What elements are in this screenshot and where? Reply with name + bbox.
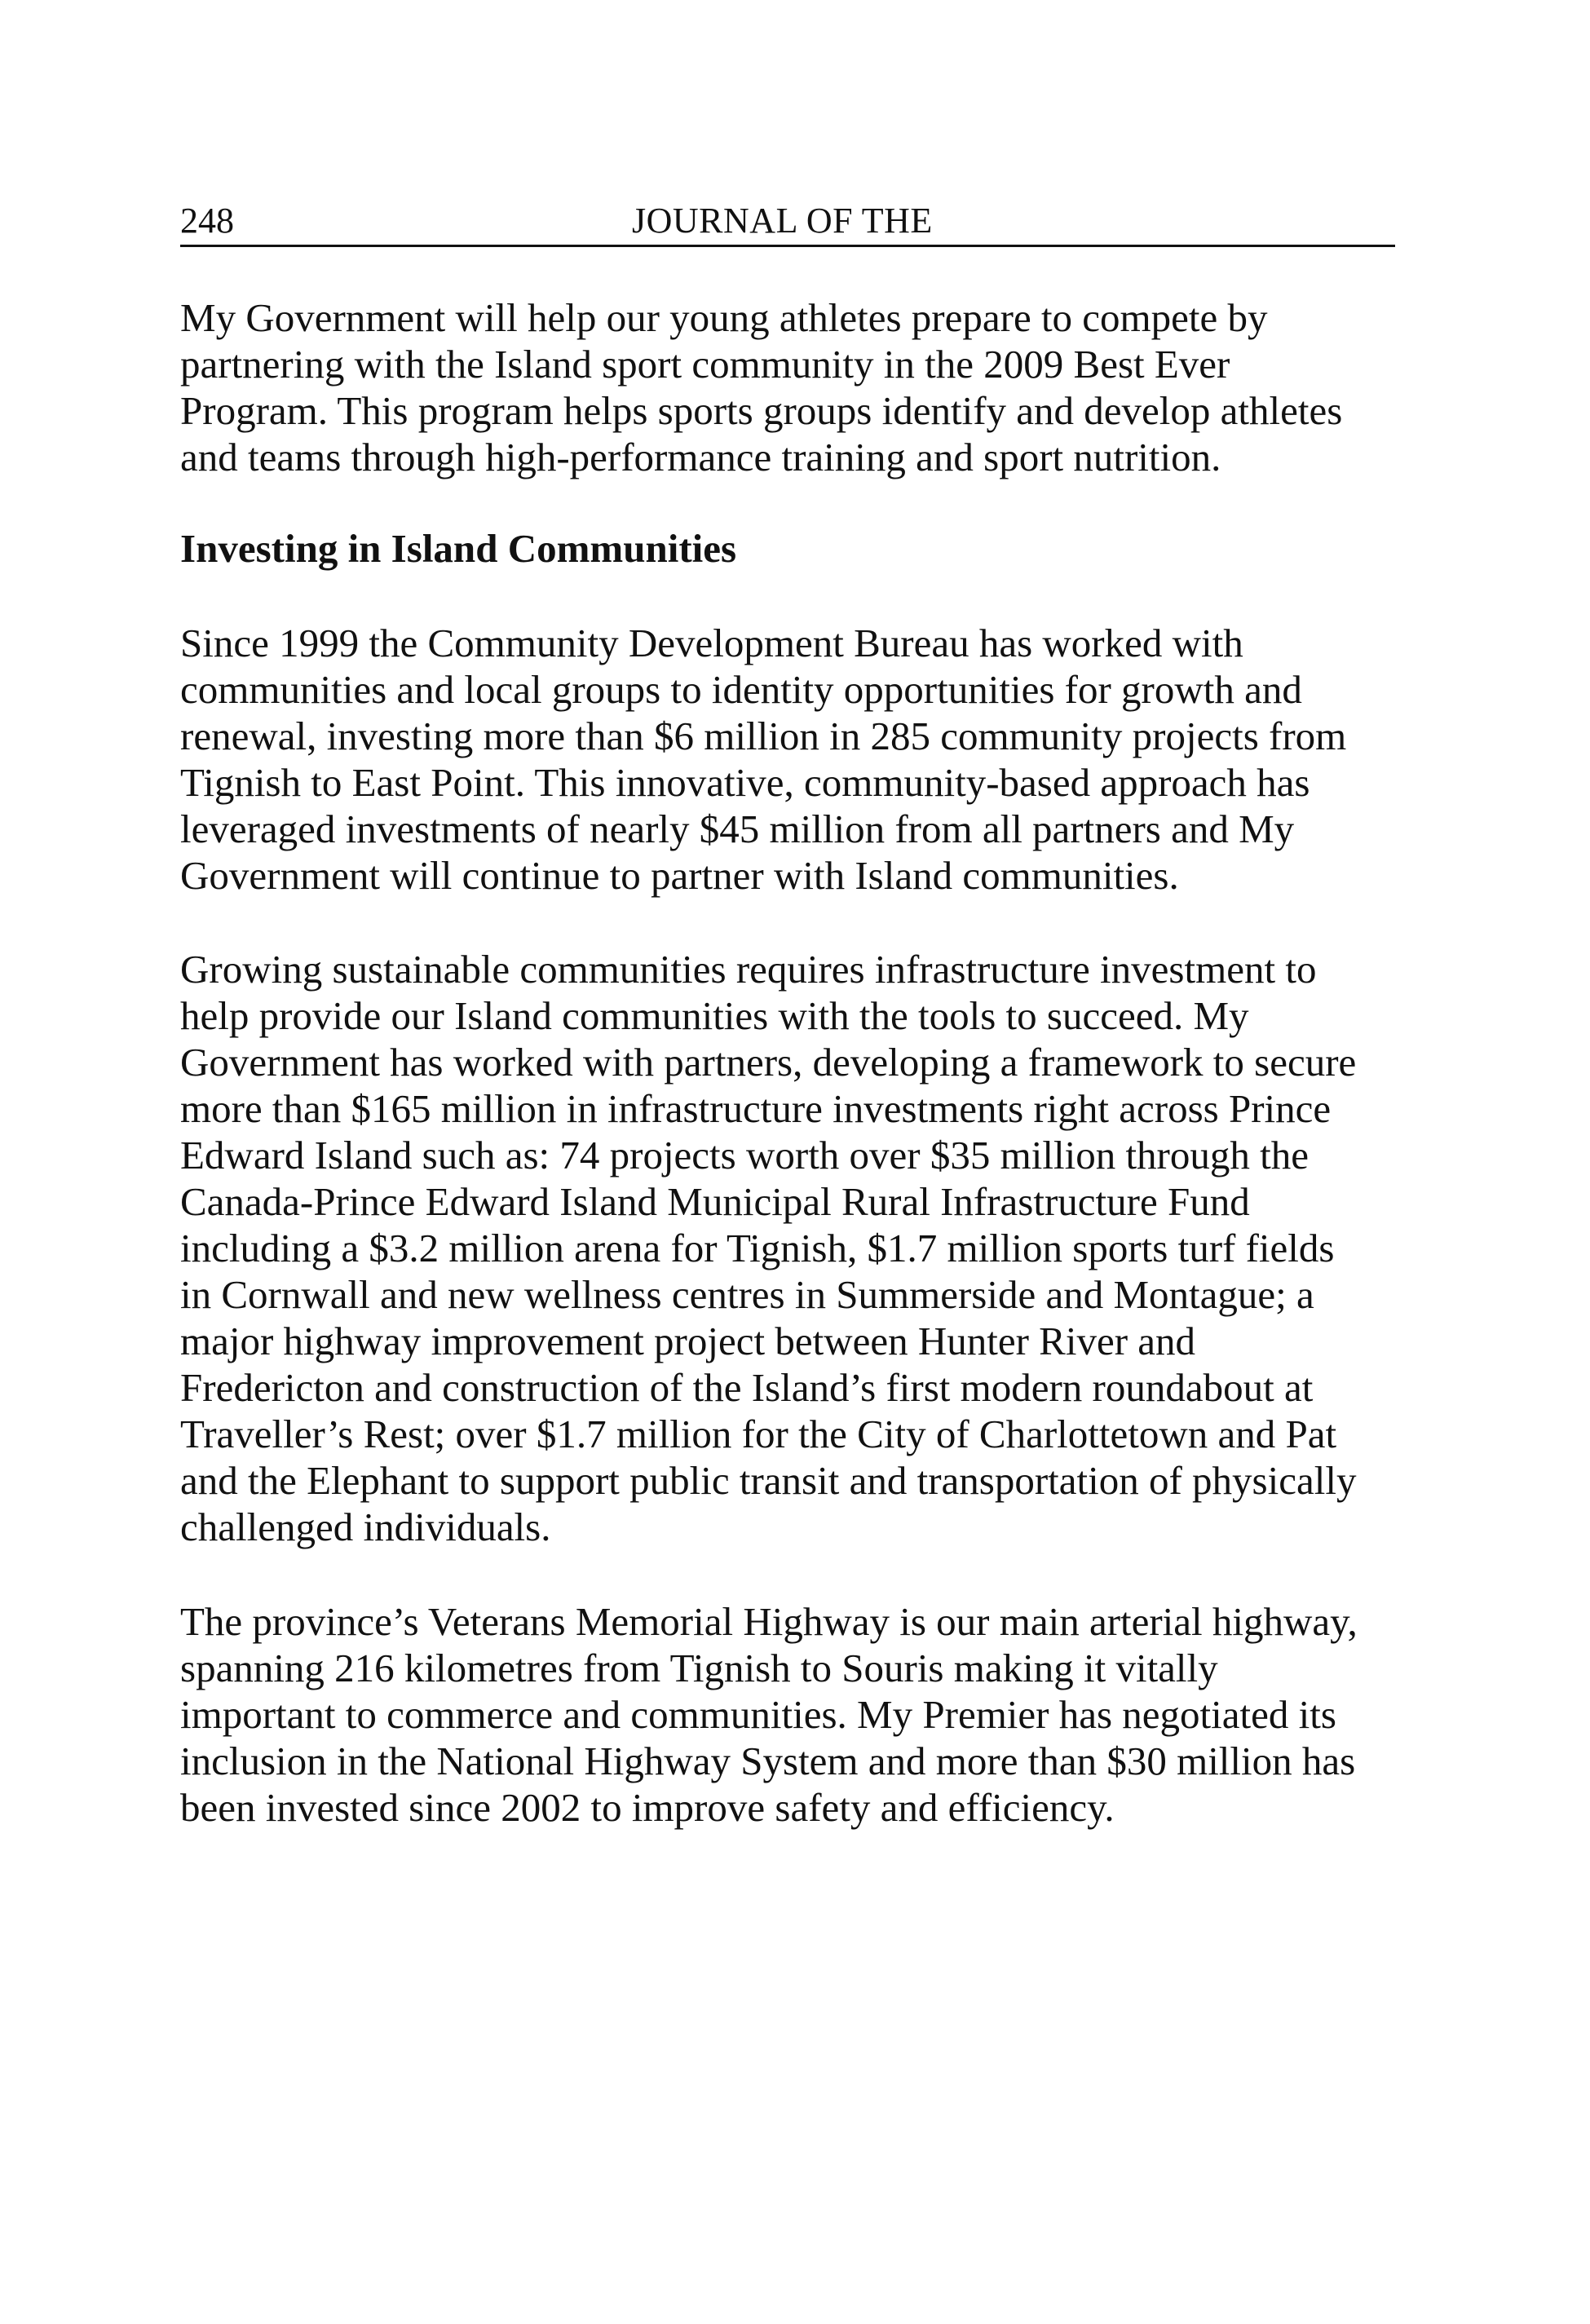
text-line: been invested since 2002 to improve safety and efficiency. xyxy=(180,1785,1115,1830)
text-line: and teams through high-performance training and sport nutrition. xyxy=(180,435,1221,479)
text-line: leveraged investments of nearly $45 million from all partners and My xyxy=(180,806,1295,851)
text-line: important to commerce and communities. My Premier has negotiated its xyxy=(180,1692,1336,1737)
text-line: Government has worked with partners, developing a framework to secure xyxy=(180,1040,1357,1085)
paragraph-infrastructure xyxy=(180,946,1403,1550)
running-header xyxy=(180,199,1395,247)
text-line: Traveller’s Rest; over $1.7 million for the City of Charlottetown and Pat xyxy=(180,1412,1337,1456)
text-line: challenged individuals. xyxy=(180,1504,551,1549)
text-line: help provide our Island communities with the tools to succeed. My xyxy=(180,993,1249,1038)
text-line: Tignish to East Point. This innovative, community-based approach has xyxy=(180,760,1310,805)
paragraph-athletes xyxy=(180,294,1403,480)
text-line: Canada-Prince Edward Island Municipal Rural Infrastructure Fund xyxy=(180,1179,1250,1224)
text-line: and the Elephant to support public transit and transportation of physically xyxy=(180,1458,1357,1503)
paragraph-community-development xyxy=(180,620,1403,899)
page-number: 248 xyxy=(180,201,234,241)
text-line: Government will continue to partner with Island communities. xyxy=(180,853,1179,898)
text-line: more than $165 million in infrastructure investments right across Prince xyxy=(180,1086,1332,1131)
text-line: spanning 216 kilometres from Tignish to Souris making it vitally xyxy=(180,1646,1218,1690)
text-line: The province’s Veterans Memorial Highway is our main arterial highway, xyxy=(180,1599,1358,1644)
text-line: Since 1999 the Community Development Bureau has worked with xyxy=(180,621,1243,665)
text-line: major highway improvement project between Hunter River and xyxy=(180,1319,1196,1363)
text-line: Growing sustainable communities requires infrastructure investment to xyxy=(180,947,1317,992)
text-line: in Cornwall and new wellness centres in Summerside and Montague; a xyxy=(180,1272,1314,1317)
text-line: My Government will help our young athletes prepare to compete by xyxy=(180,295,1268,340)
text-line: renewal, investing more than $6 million in 285 community projects from xyxy=(180,714,1347,758)
text-line: communities and local groups to identity opportunities for growth and xyxy=(180,667,1302,712)
text-line: including a $3.2 million arena for Tignish, $1.7 million sports turf fields xyxy=(180,1226,1335,1270)
text-line: partnering with the Island sport community in the 2009 Best Ever xyxy=(180,342,1230,387)
journal-title: JOURNAL OF THE xyxy=(632,201,933,241)
section-heading: Investing in Island Communities xyxy=(180,526,737,571)
text-line: inclusion in the National Highway System and more than $30 million has xyxy=(180,1739,1356,1783)
text-line: Program. This program helps sports groups identify and develop athletes xyxy=(180,388,1343,433)
text-line: Edward Island such as: 74 projects worth over $35 million through the xyxy=(180,1133,1309,1177)
text-line: Fredericton and construction of the Island’s first modern roundabout at xyxy=(180,1365,1314,1410)
paragraph-veterans-highway xyxy=(180,1598,1403,1831)
